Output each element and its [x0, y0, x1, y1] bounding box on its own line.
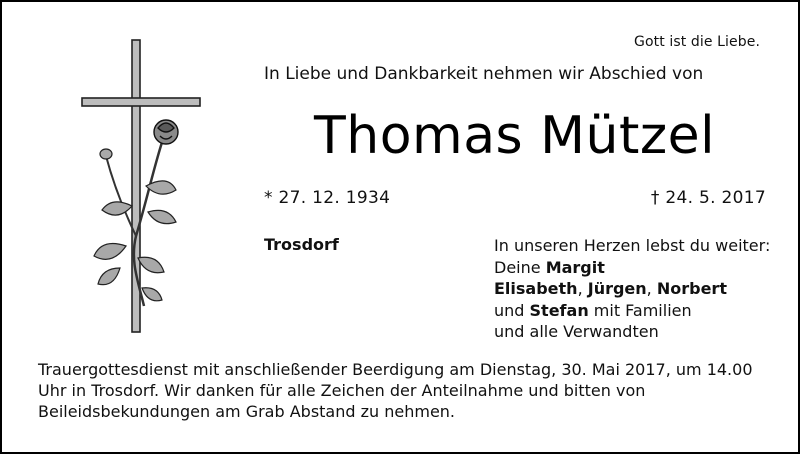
intro-text: In Liebe und Dankbarkeit nehmen wir Abschied von [264, 64, 704, 84]
mourner-elisabeth: Elisabeth [494, 279, 578, 298]
motto: Gott ist die Liebe. [634, 34, 760, 50]
mourners-line-1: In unseren Herzen lebst du weiter: [494, 236, 771, 255]
mourners-line-3 [494, 278, 770, 300]
mourners-separator: , [646, 279, 657, 298]
mourners-prefix: und [494, 300, 530, 320]
mourner-stefan: Stefan [529, 300, 589, 320]
service-announcement: Trauergottesdienst mit anschließender Beerdigung am Dienstag, 30. Mai 2017, um 14.00 Uhr in Trosdorf. Wir danken für alle Zeichen der Anteilnahme und bitten von Beileidsbekundungen am Grab Abstand zu nehmen. [38, 360, 753, 421]
mourner-juergen: Jürgen [587, 279, 647, 298]
cross-with-rose-icon [76, 36, 216, 336]
mourners-prefix: Deine [494, 257, 546, 277]
mourner-norbert: Norbert [656, 279, 727, 298]
mourners-block [494, 235, 770, 343]
place-name: Trosdorf [264, 235, 339, 254]
deceased-name: Thomas Mützel [314, 106, 716, 166]
mourners-line-4 [494, 300, 770, 322]
birth-date: * 27. 12. 1934 [264, 188, 391, 208]
mourners-separator: , [577, 279, 588, 298]
mourners-suffix: mit Familien [588, 300, 692, 320]
mourner-margit: Margit [545, 257, 605, 277]
death-date: † 24. 5. 2017 [650, 188, 766, 208]
mourners-line-2 [494, 257, 770, 279]
mourners-line-5: und alle Verwandten [494, 322, 659, 341]
